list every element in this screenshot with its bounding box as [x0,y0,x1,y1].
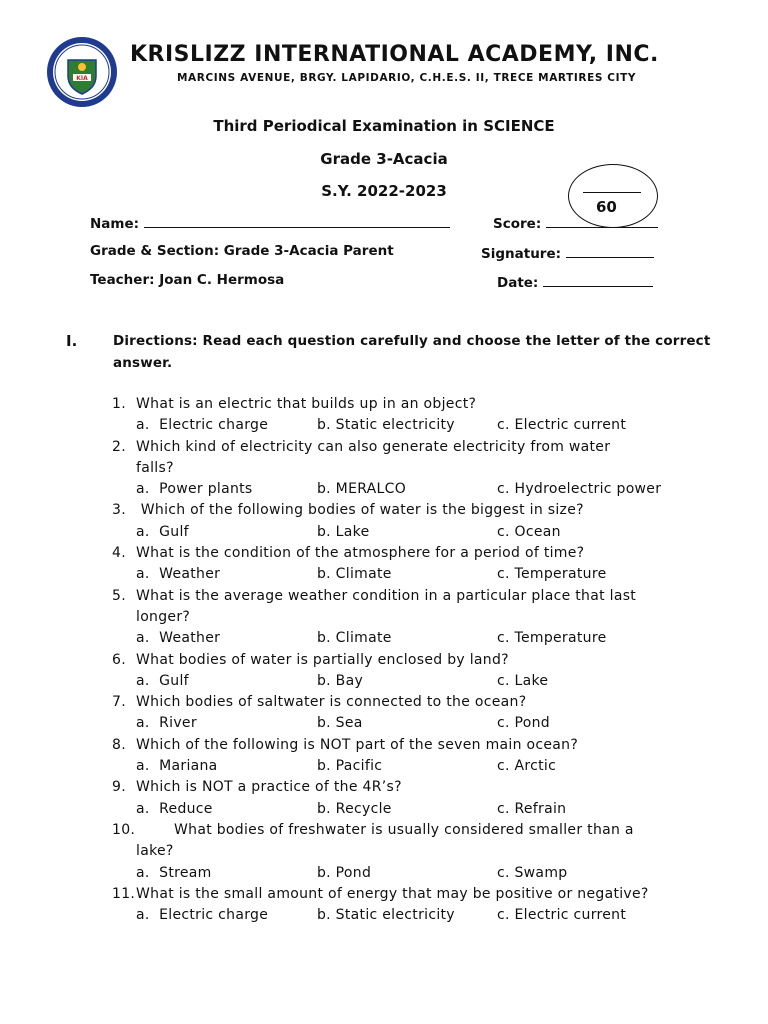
question-text: What is the condition of the atmosphere for a period of time? [136,545,585,562]
option-c[interactable]: c. Electric current [497,417,627,434]
option-b[interactable]: b. Pacific [317,758,383,775]
question-text: What bodies of water is partially enclosed by land? [136,651,509,668]
question-text: Which kind of electricity can also generate electricity from water [136,438,611,455]
section-numeral: I. [66,332,78,350]
question-number: 1. [112,396,126,412]
grade-section-field [90,243,394,259]
question-row [0,820,768,841]
signature-blank[interactable] [566,243,654,258]
date-label: Date: [497,275,539,291]
exam-title: Third Periodical Examination in SCIENCE [213,117,555,135]
date-blank[interactable] [543,272,653,287]
option-c[interactable]: c. Refrain [497,800,567,817]
question-text: Which of the following bodies of water is the biggest in size? [136,502,584,519]
question-number: 8. [112,736,126,753]
answer-options [0,863,768,884]
school-address: MARCINS AVENUE, BRGY. LAPIDARIO, C.H.E.S. II, TRECE MARTIRES CITY [177,72,637,84]
option-c[interactable]: c. Electric current [497,907,627,924]
question-list [0,394,768,926]
svg-text:KIA: KIA [76,75,88,82]
option-b[interactable]: b. Recycle [317,800,392,817]
option-c[interactable]: c. Ocean [497,523,561,540]
question-text: Which is NOT a practice of the 4R’s? [136,779,402,796]
question-row [0,650,768,671]
option-b[interactable]: b. Bay [317,672,364,689]
option-b[interactable]: b. Pond [317,864,372,881]
signature-field [481,243,654,262]
option-a[interactable]: a. River [136,715,197,732]
question-row [0,543,768,564]
question-row [0,692,768,713]
question-row [0,500,768,521]
grade-section-label: Grade & Section: Grade 3-Acacia Parent [90,243,394,259]
question-text-continued: longer? [136,608,191,625]
answer-options [0,564,768,585]
question-number: 10. [112,821,136,838]
question-item [0,735,768,778]
question-item [0,650,768,693]
option-b[interactable]: b. Sea [317,715,363,732]
question-text: Which of the following is NOT part of the seven main ocean? [136,736,579,753]
option-c[interactable]: c. Hydroelectric power [497,481,662,498]
question-item [0,543,768,586]
question-item [0,437,768,501]
question-text: Which bodies of saltwater is connected to the ocean? [136,694,527,711]
question-item [0,884,768,927]
option-b[interactable]: b. Static electricity [317,417,455,434]
question-number: 7. [112,694,126,711]
question-row [0,777,768,798]
option-b[interactable]: b. Climate [317,566,392,583]
score-field [493,213,658,232]
question-item [0,777,768,820]
name-label: Name: [90,216,140,232]
question-continuation-row [0,607,768,628]
answer-options [0,799,768,820]
option-b[interactable]: b. MERALCO [317,481,407,498]
option-c[interactable]: c. Arctic [497,758,557,775]
option-a[interactable]: a. Power plants [136,481,253,498]
question-text: What is the small amount of energy that may be positive or negative? [136,885,649,902]
teacher-field [90,272,284,288]
option-c[interactable]: c. Pond [497,715,550,732]
question-text: What is an electric that builds up in an object? [136,396,477,412]
name-blank[interactable] [144,213,450,228]
option-c[interactable]: c. Lake [497,672,549,689]
exam-school-year: S.Y. 2022-2023 [321,182,447,200]
option-a[interactable]: a. Electric charge [136,417,269,434]
option-a[interactable]: a. Weather [136,630,221,647]
question-item [0,586,768,650]
question-number: 11. [112,885,136,902]
question-item [0,500,768,543]
question-number: 6. [112,651,126,668]
option-c[interactable]: c. Temperature [497,566,607,583]
option-b[interactable]: b. Static electricity [317,907,455,924]
question-text: What bodies of freshwater is usually considered smaller than a [136,821,634,838]
score-total: 60 [596,198,617,216]
school-logo-seal [46,36,118,108]
answer-options [0,628,768,649]
option-b[interactable]: b. Lake [317,523,370,540]
question-number: 2. [112,438,126,455]
answer-options [0,756,768,777]
question-text-continued: lake? [136,843,174,860]
signature-label: Signature: [481,246,562,262]
score-blank[interactable] [546,213,658,228]
section-directions: Directions: Read each question carefully and choose the letter of the correct answer. [113,333,711,371]
option-a[interactable]: a. Mariana [136,758,218,775]
option-c[interactable]: c. Temperature [497,630,607,647]
school-name: KRISLIZZ INTERNATIONAL ACADEMY, INC. [130,42,659,67]
question-item [0,692,768,735]
question-text: What is the average weather condition in a particular place that last [136,587,637,604]
question-row [0,735,768,756]
option-a[interactable]: a. Reduce [136,800,213,817]
question-number: 9. [112,779,126,796]
option-a[interactable]: a. Gulf [136,523,189,540]
question-text-continued: falls? [136,459,174,476]
option-a[interactable]: a. Gulf [136,672,189,689]
question-row [0,884,768,905]
question-row [0,437,768,458]
question-item [0,820,768,884]
question-number: 3. [112,502,126,519]
option-b[interactable]: b. Climate [317,630,392,647]
question-continuation-row [0,841,768,862]
teacher-label: Teacher: Joan C. Hermosa [90,272,285,288]
answer-options [0,522,768,543]
date-field [497,272,653,291]
option-c[interactable]: c. Swamp [497,864,568,881]
option-a[interactable]: a. Weather [136,566,221,583]
answer-options [0,415,768,436]
question-number: 5. [112,587,126,604]
option-a[interactable]: a. Stream [136,864,212,881]
answer-options [0,671,768,692]
exam-grade: Grade 3-Acacia [320,150,448,168]
answer-options [0,713,768,734]
score-divider [583,192,641,193]
question-item [0,394,768,437]
name-field [90,213,450,232]
question-row [0,394,768,415]
question-row [0,586,768,607]
question-number: 4. [112,545,126,562]
answer-options [0,479,768,500]
question-continuation-row [0,458,768,479]
answer-options [0,905,768,926]
score-label: Score: [493,216,542,232]
option-a[interactable]: a. Electric charge [136,907,269,924]
